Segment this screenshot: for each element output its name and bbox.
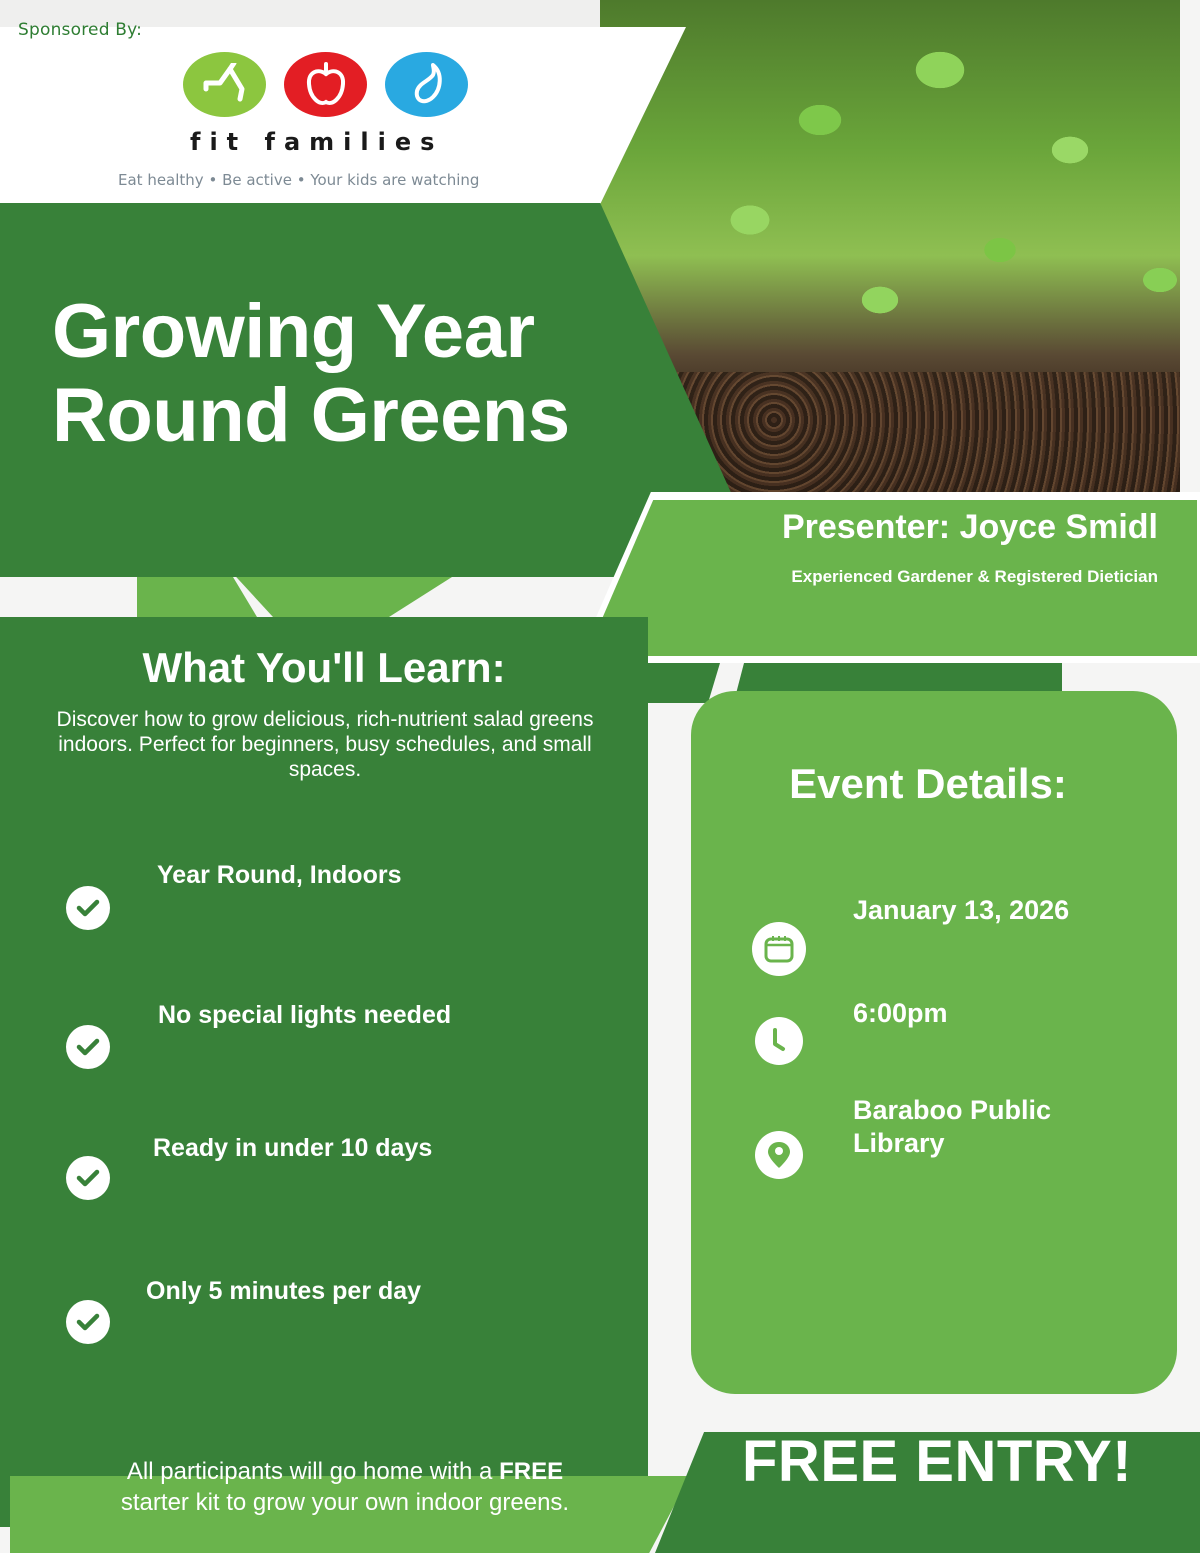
check-circle-icon	[66, 1025, 110, 1069]
logo-wordmark: fit families	[190, 128, 444, 156]
page-title	[52, 290, 570, 458]
kit-line-1-text: All participants will go home with a	[126, 1458, 500, 1485]
event-heading: Event Details:	[789, 760, 1067, 807]
benefit-label: No special lights needed	[158, 1001, 452, 1029]
benefit-item	[66, 1001, 452, 1069]
kit-line-2: starter kit to grow your own indoor greens.	[120, 1489, 570, 1516]
benefit-label: Ready in under 10 days	[153, 1134, 433, 1162]
presenter-role: Experienced Gardener & Registered Dietician	[791, 567, 1158, 586]
apple-icon	[284, 52, 367, 117]
presenter-name: Presenter: Joyce Smidl	[781, 508, 1158, 546]
event-location	[853, 1094, 1051, 1160]
free-entry-label: FREE ENTRY!	[742, 1429, 1133, 1494]
learn-description: Discover how to grow delicious, rich-nutrient salad greens indoors. Perfect for beginners, busy schedules, and small spaces.	[56, 708, 594, 781]
benefit-label: Only 5 minutes per day	[146, 1277, 422, 1305]
calendar-icon	[752, 922, 806, 976]
check-circle-icon	[66, 1300, 110, 1344]
logo-tagline: Eat healthy • Be active • Your kids are watching	[118, 171, 480, 189]
benefit-item	[66, 1277, 422, 1344]
starter-kit-note	[40, 1456, 650, 1518]
running-figure-icon	[183, 52, 266, 117]
decorative-leaf	[137, 577, 452, 617]
location-line-1: Baraboo Public	[853, 1095, 1052, 1125]
map-pin-icon	[755, 1131, 803, 1179]
sponsored-by-label: Sponsored By:	[18, 20, 143, 40]
fit-families-logo	[183, 52, 468, 117]
title-line-2: Round Greens	[52, 373, 570, 458]
title-line-1: Growing Year	[52, 289, 535, 374]
learn-heading: What You'll Learn:	[142, 644, 506, 691]
benefit-item	[66, 861, 402, 930]
benefit-label: Year Round, Indoors	[157, 861, 402, 889]
water-drop-icon	[385, 52, 468, 117]
check-circle-icon	[66, 886, 110, 930]
clock-icon	[755, 1017, 803, 1065]
event-time: 6:00pm	[853, 998, 948, 1028]
check-circle-icon	[66, 1156, 110, 1200]
event-date: January 13, 2026	[853, 895, 1070, 925]
benefit-item	[66, 1134, 433, 1200]
kit-line-1	[40, 1456, 650, 1487]
kit-free-emphasis: FREE	[499, 1458, 564, 1485]
location-line-2: Library	[853, 1128, 945, 1158]
